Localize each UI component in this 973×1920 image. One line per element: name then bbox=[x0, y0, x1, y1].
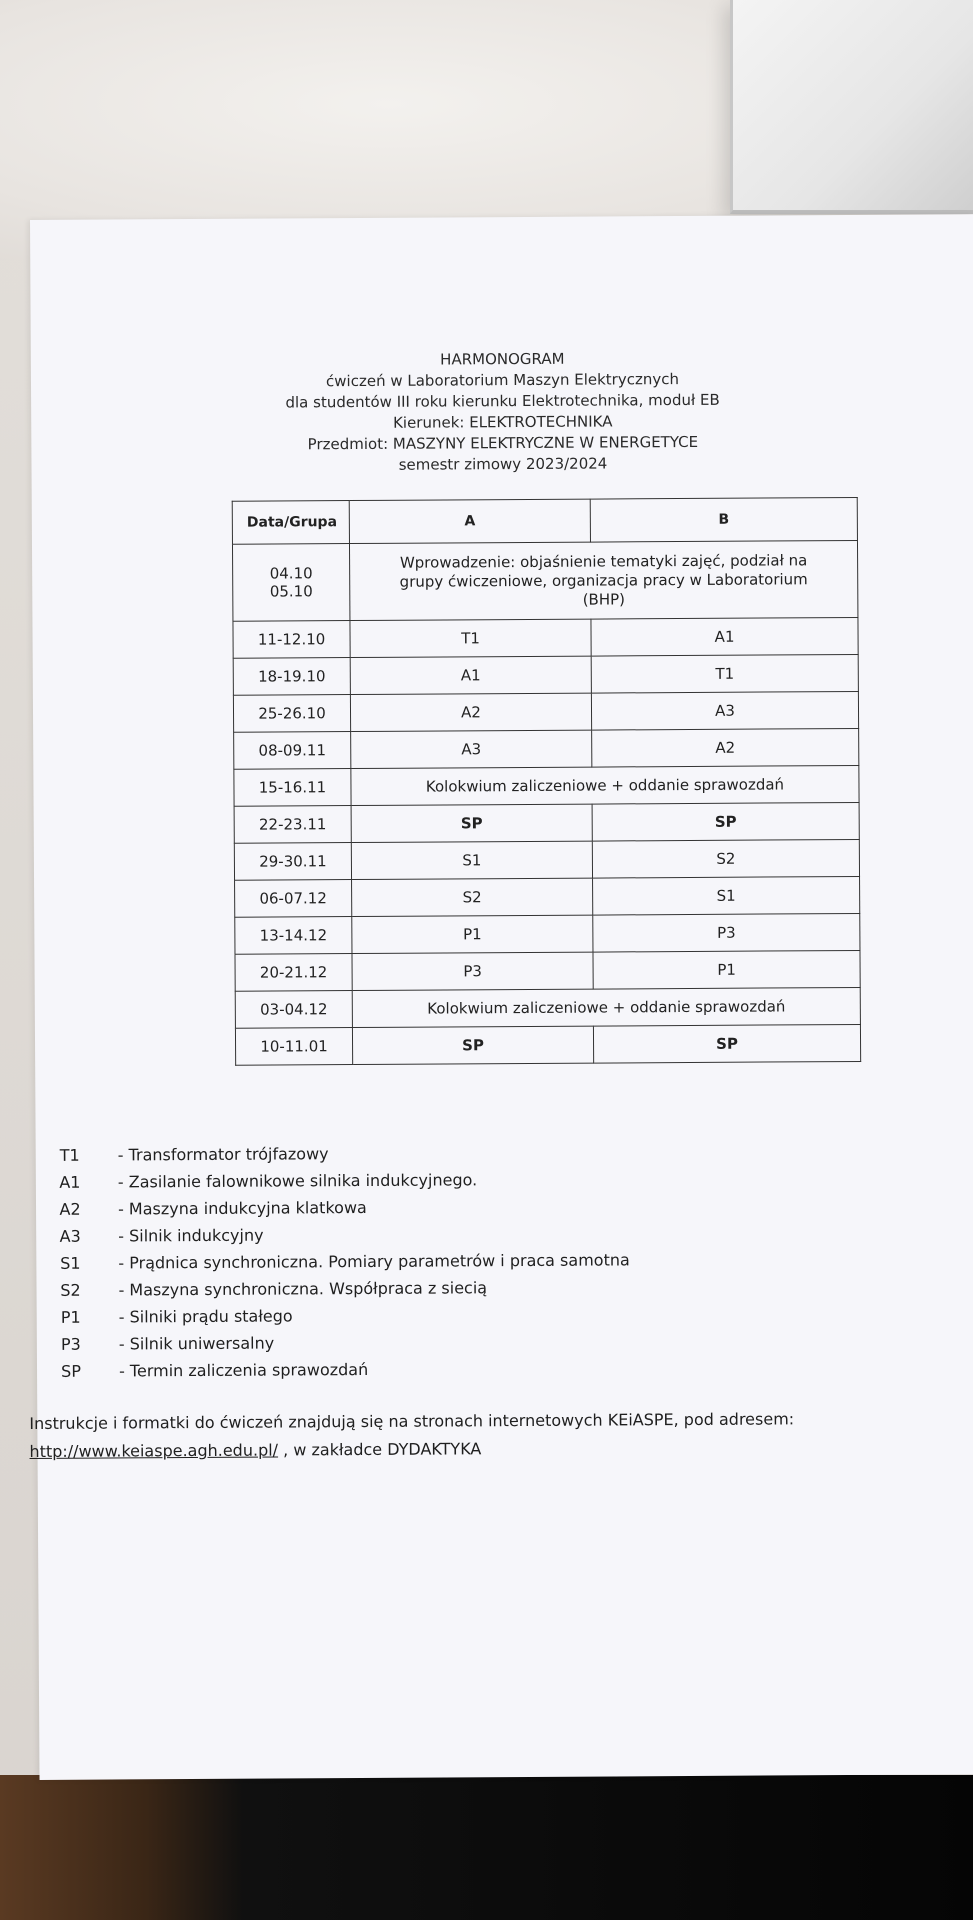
doc-title: HARMONOGRAM bbox=[440, 349, 565, 369]
table-surface bbox=[0, 1775, 973, 1920]
table-row bbox=[234, 728, 859, 769]
table-row bbox=[233, 617, 858, 658]
group-b-cell: A3 bbox=[591, 691, 858, 730]
group-b-cell: S1 bbox=[593, 876, 860, 915]
footer-line-2 bbox=[29, 1433, 794, 1466]
website-link[interactable]: http://www.keiaspe.agh.edu.pl/ bbox=[29, 1440, 279, 1462]
document-page bbox=[30, 214, 973, 1780]
legend-desc: - Prądnica synchroniczna. Pomiary parametrów i praca samotna bbox=[118, 1250, 630, 1273]
legend-code: SP bbox=[61, 1361, 81, 1381]
header-line: Kierunek: ELEKTROTECHNIKA bbox=[392, 412, 613, 432]
merged-cell: Kolokwium zaliczeniowe + oddanie sprawozdań bbox=[352, 987, 860, 1027]
col-header-date: Data/Grupa bbox=[232, 501, 349, 545]
col-header-b: B bbox=[590, 497, 857, 542]
legend-desc: - Zasilanie falownikowe silnika indukcyjnego. bbox=[117, 1170, 478, 1192]
table-row bbox=[235, 1024, 860, 1065]
table-row bbox=[235, 876, 860, 917]
date-cell: 13-14.12 bbox=[235, 917, 352, 955]
date-cell: 11-12.10 bbox=[233, 621, 350, 659]
group-b-cell: T1 bbox=[591, 654, 858, 693]
legend-code: A3 bbox=[59, 1226, 81, 1246]
legend-code: T1 bbox=[59, 1145, 80, 1165]
group-a-cell: A2 bbox=[350, 693, 591, 731]
date-cell: 22-23.11 bbox=[234, 806, 351, 844]
header-line: Przedmiot: MASZYNY ELEKTRYCZNE W ENERGETYCE bbox=[307, 432, 699, 454]
table-row bbox=[235, 950, 860, 991]
date-cell: 25-26.10 bbox=[233, 695, 350, 733]
header-line: semestr zimowy 2023/2024 bbox=[398, 454, 608, 474]
date-cell: 29-30.11 bbox=[234, 843, 351, 881]
table-row bbox=[234, 839, 859, 880]
date-cell: 10-11.01 bbox=[235, 1028, 352, 1066]
group-b-cell: SP bbox=[592, 802, 859, 841]
legend-desc: - Silnik uniwersalny bbox=[118, 1333, 275, 1354]
legend-code: P1 bbox=[60, 1307, 81, 1327]
col-header-a: A bbox=[349, 499, 590, 543]
date-cell: 04.10 05.10 bbox=[232, 544, 349, 622]
footer-line-rest: , w zakładce DYDAKTYKA bbox=[277, 1439, 482, 1460]
legend-desc: - Transformator trójfazowy bbox=[117, 1144, 329, 1165]
legend-code: P3 bbox=[60, 1334, 81, 1354]
legend-code: A1 bbox=[59, 1172, 81, 1192]
legend-code: S2 bbox=[60, 1280, 81, 1300]
group-a-cell: S2 bbox=[352, 878, 593, 916]
group-b-cell: P1 bbox=[593, 950, 860, 989]
table-row-intro bbox=[232, 540, 857, 621]
table-row-colloquium bbox=[234, 765, 859, 806]
legend bbox=[36, 1142, 630, 1385]
date-cell: 03-04.12 bbox=[235, 991, 352, 1029]
header-line: ćwiczeń w Laboratorium Maszyn Elektrycznych bbox=[325, 370, 680, 391]
legend-desc: - Silnik indukcyjny bbox=[118, 1225, 264, 1246]
group-b-cell: A2 bbox=[592, 728, 859, 767]
intro-cell: Wprowadzenie: objaśnienie tematyki zajęć, podział na grupy ćwiczeniowe, organizacja pracy w Laboratorium (BHP) bbox=[349, 540, 857, 620]
group-b-cell: SP bbox=[593, 1024, 860, 1063]
legend-desc: - Maszyna synchroniczna. Współpraca z siecią bbox=[118, 1278, 488, 1300]
legend-desc: - Termin zaliczenia sprawozdań bbox=[118, 1359, 369, 1381]
packaging-object bbox=[730, 0, 973, 214]
date-cell: 08-09.11 bbox=[234, 732, 351, 770]
table-row-colloquium bbox=[235, 987, 860, 1028]
date-cell: 18-19.10 bbox=[233, 658, 350, 696]
legend-code: A2 bbox=[59, 1199, 81, 1219]
legend-code: S1 bbox=[60, 1253, 81, 1273]
date-cell: 15-16.11 bbox=[234, 769, 351, 807]
schedule-table bbox=[232, 497, 861, 1066]
group-a-cell: A3 bbox=[351, 730, 592, 768]
group-a-cell: T1 bbox=[350, 619, 591, 657]
group-a-cell: SP bbox=[352, 1026, 593, 1064]
legend-desc: - Silniki prądu stałego bbox=[118, 1306, 293, 1327]
group-a-cell: P1 bbox=[352, 915, 593, 953]
group-a-cell: S1 bbox=[351, 841, 592, 879]
merged-cell: Kolokwium zaliczeniowe + oddanie sprawozdań bbox=[351, 765, 859, 805]
table-header-row bbox=[232, 497, 857, 544]
group-a-cell: A1 bbox=[350, 656, 591, 694]
group-b-cell: A1 bbox=[591, 617, 858, 656]
table-row bbox=[233, 691, 858, 732]
date-cell: 20-21.12 bbox=[235, 954, 352, 992]
group-b-cell: P3 bbox=[593, 913, 860, 952]
table-row bbox=[233, 654, 858, 695]
document-header bbox=[31, 346, 973, 478]
table-row bbox=[234, 802, 859, 843]
footer-line: Instrukcje i formatki do ćwiczeń znajdują się na stronach internetowych KEiASPE, pod adresem: bbox=[29, 1409, 795, 1434]
date-cell: 06-07.12 bbox=[235, 880, 352, 918]
group-a-cell: P3 bbox=[352, 952, 593, 990]
header-line: dla studentów III roku kierunku Elektrotechnika, moduł EB bbox=[285, 390, 720, 412]
group-b-cell: S2 bbox=[592, 839, 859, 878]
legend-desc: - Maszyna indukcyjna klatkowa bbox=[117, 1197, 367, 1219]
footer-note bbox=[29, 1405, 794, 1466]
group-a-cell: SP bbox=[351, 804, 592, 842]
table-row bbox=[235, 913, 860, 954]
